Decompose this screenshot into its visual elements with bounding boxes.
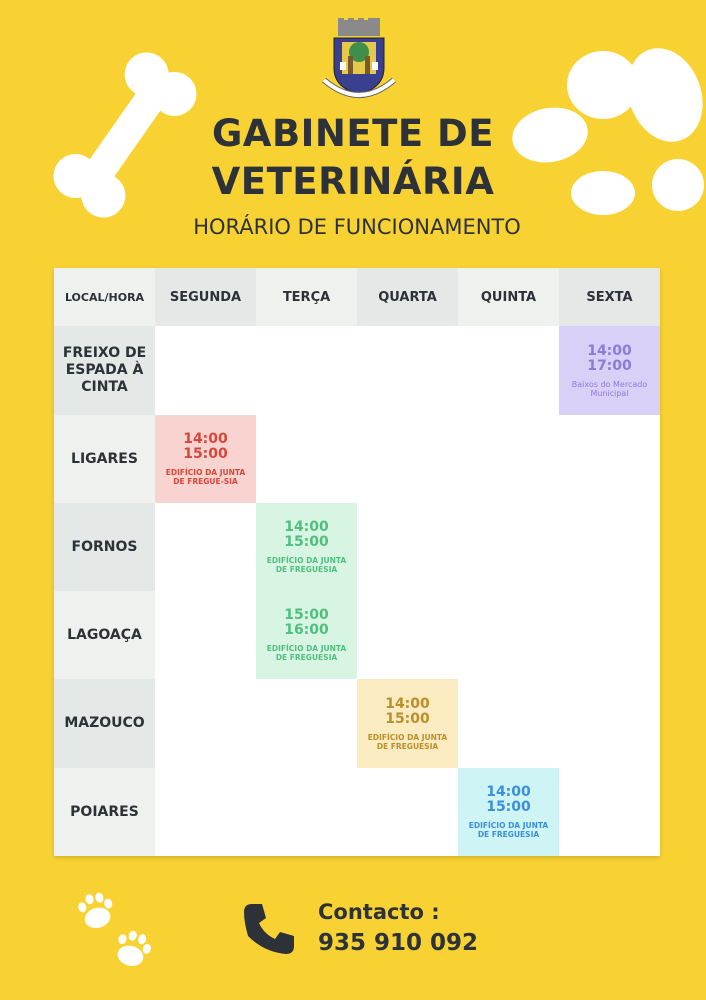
header-corner: LOCAL/HORA (54, 268, 155, 326)
row-label-lagoaca: LAGOAÇA (54, 591, 155, 679)
header-day-friday: SEXTA (559, 268, 660, 326)
contact-phone-number[interactable]: 935 910 092 (318, 930, 479, 956)
slot-place: EDIFÍCIO DA JUNTA DE FREGUESIA (266, 644, 347, 662)
slot-end: 16:00 (284, 622, 329, 638)
header-day-monday: SEGUNDA (155, 268, 256, 326)
slot-place: EDIFÍCIO DA JUNTA DE FREGUESIA (266, 556, 347, 574)
row-label-ligares: LIGARES (54, 415, 155, 503)
slot-ligares-monday (155, 415, 256, 503)
slot-start: 15:00 (284, 607, 329, 623)
slot-end: 15:00 (385, 710, 430, 727)
slot-lagoaca-tuesday (256, 591, 357, 679)
slot-place: EDIFÍCIO DA JUNTA DE FREGUE-SIA (165, 468, 246, 486)
slot-start: 14:00 (486, 784, 531, 800)
row-label-freixo: FREIXO DE ESPADA À CINTA (54, 326, 155, 415)
page-title-line-1: GABINETE DE (211, 112, 495, 155)
header-day-thursday: QUINTA (458, 268, 559, 326)
slot-poiares-thursday (458, 768, 559, 856)
slot-end: 15:00 (183, 446, 228, 462)
slot-end: 17:00 (587, 357, 632, 374)
slot-end: 15:00 (486, 799, 531, 815)
header-day-tuesday: TERÇA (256, 268, 357, 326)
small-paw-prints-icon (70, 888, 170, 978)
slot-start: 14:00 (587, 342, 632, 359)
slot-mazouco-wednesday (357, 679, 458, 768)
slot-start: 14:00 (183, 431, 228, 447)
slot-place: Baixos do Mercado Municipal (571, 379, 648, 398)
slot-start: 14:00 (284, 519, 329, 535)
page-subtitle: HORÁRIO DE FUNCIONAMENTO (193, 215, 521, 239)
header-day-wednesday: QUARTA (357, 268, 458, 326)
slot-freixo-friday (559, 326, 660, 415)
slot-end: 15:00 (284, 534, 329, 550)
phone-icon (240, 900, 298, 958)
page-title-line-2: VETERINÁRIA (211, 160, 495, 203)
row-label-fornos: FORNOS (54, 503, 155, 591)
contact-label: Contacto : (318, 900, 440, 924)
row-label-mazouco: MAZOUCO (54, 679, 155, 768)
municipal-crest-logo (318, 18, 400, 104)
slot-start: 14:00 (385, 695, 430, 712)
schedule-table (54, 268, 660, 856)
slot-fornos-tuesday (256, 503, 357, 591)
slot-place: EDIFÍCIO DA JUNTA DE FREGUESIA (468, 821, 549, 839)
slot-place: EDIFÍCIO DA JUNTA DE FREGUESIA (367, 732, 448, 751)
row-label-poiares: POIARES (54, 768, 155, 856)
